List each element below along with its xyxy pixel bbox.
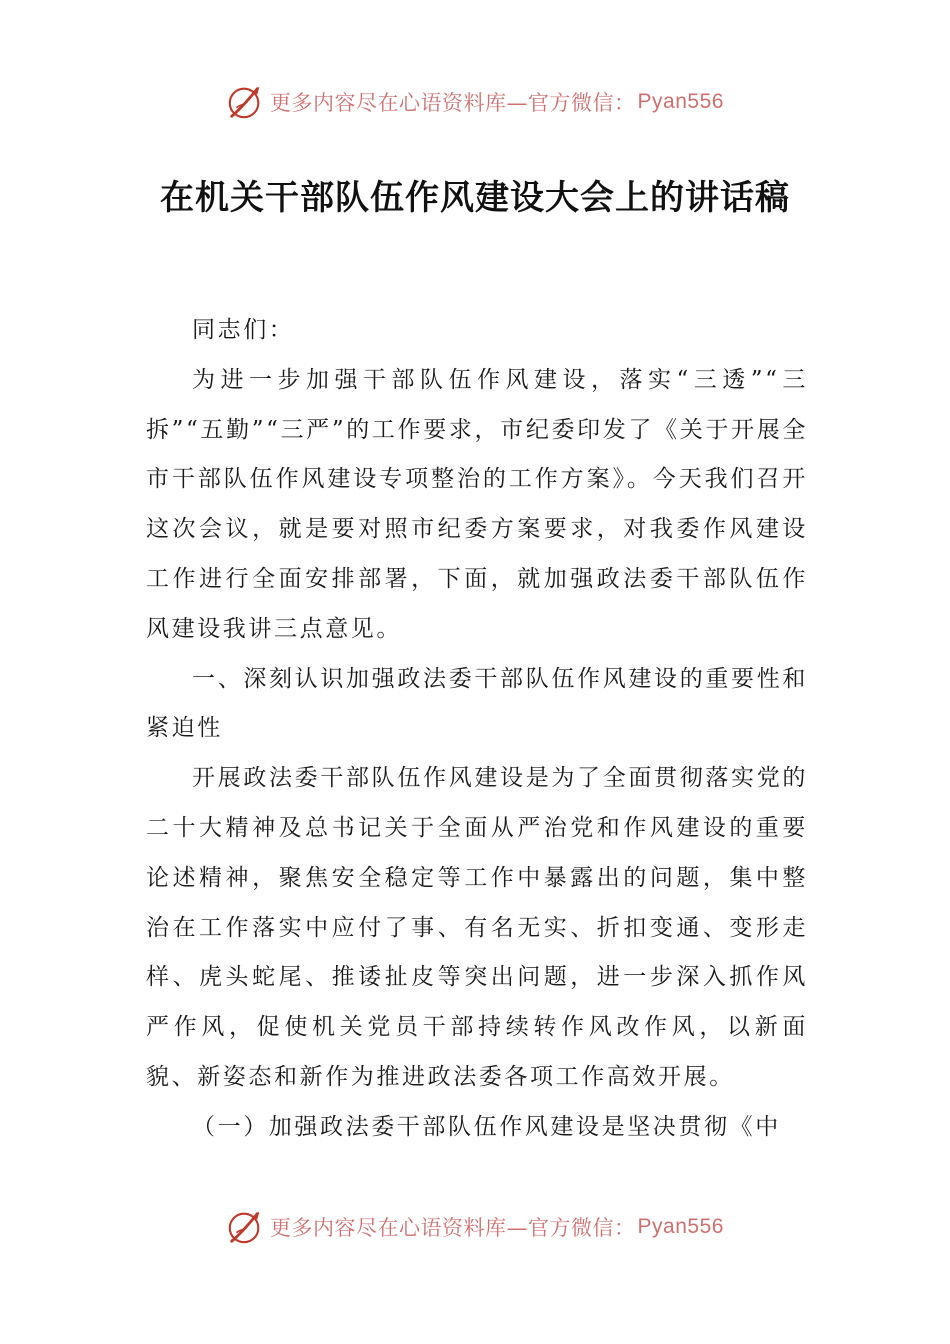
document-body xyxy=(146,306,808,1153)
paragraph-section-one: 开展政法委干部队伍作风建设是为了全面贯彻落实党的二十大精神及总书记关于全面从严治党和作风建设的重要论述精神，聚焦安全稳定等工作中暴露出的问题，集中整治在工作落实中应付了事、有名无实、折扣变通、变形走样、虎头蛇尾、推诿扯皮等突出问题，进一步深入抓作风严作风，促使机关党员干部持续转作风改作风，以新面貌、新姿态和新作为推进政法委各项工作高效开展。 xyxy=(146,765,808,1090)
footer-watermark xyxy=(0,1207,950,1247)
watermark-text: 更多内容尽在心语资料库—官方微信： xyxy=(270,1216,636,1240)
watermark-wechat-id: Pyan556 xyxy=(637,90,724,113)
subsection-heading: （一）加强政法委干部队伍作风建设是坚决贯彻《中 xyxy=(192,1113,781,1140)
paragraph-salutation: 同志们： xyxy=(192,317,295,343)
watermark-wechat-id: Pyan556 xyxy=(637,1215,724,1238)
section-heading-one: 一、深刻认识加强政法委干部队伍作风建设的重要性和紧迫性 xyxy=(146,665,808,742)
pen-logo-icon xyxy=(226,83,264,121)
header-watermark xyxy=(0,82,950,122)
document-title: 在机关干部队伍作风建设大会上的讲话稿 xyxy=(160,178,790,218)
paragraph-intro: 为进一步加强干部队伍作风建设，落实“三透”“三拆”“五勤”“三严”的工作要求，市纪委印发了《关于开展全市干部队伍作风建设专项整治的工作方案》。今天我们召开这次会议，就是要对照市纪委方案要求，对我委作风建设工作进行全面安排部署，下面，就加强政法委干部队伍作风建设我讲三点意见。 xyxy=(146,366,808,642)
watermark-text: 更多内容尽在心语资料库—官方微信： xyxy=(270,91,636,115)
pen-logo-icon xyxy=(226,1208,264,1246)
